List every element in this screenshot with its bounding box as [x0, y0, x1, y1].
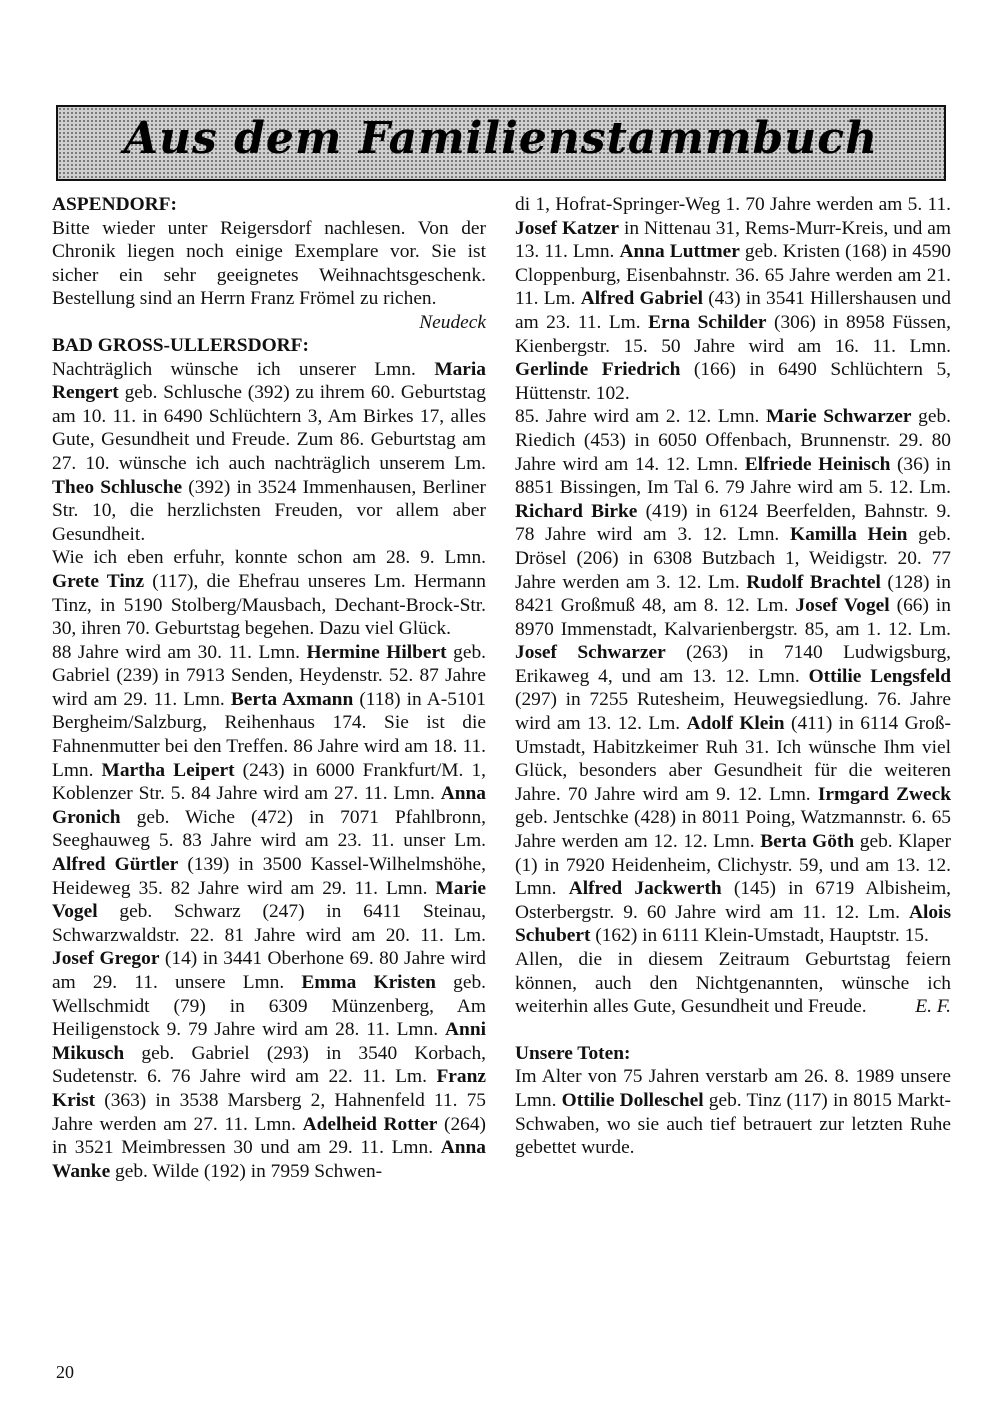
section-heading-unsere-toten: Unsere Toten: [515, 1042, 631, 1064]
spacer [515, 1019, 951, 1042]
text-span: geb. Drösel (206) in 6308 Butzbach 1, Weidigstr. 20. 77 Jahre werden am 3. 12. Lm. [515, 524, 951, 593]
text-span: geb. Gabriel (239) in 7913 Senden, Heydenstr. 52. 87 Jahre wird am 29. 11. Lmn. [52, 641, 486, 710]
text-span: (411) in 6114 Groß-Umstadt, Habitzkeimer Ruh 31. Ich wünsche Ihm viel Glück, besonders aber Gesundheit für die weiteren Jahre. 70 Jahre wird am 9. 12. Lmn. [515, 713, 951, 805]
right-column [515, 193, 951, 1160]
person-name: Franz Krist [52, 1066, 486, 1111]
person-name: Alfred Jackwerth [568, 878, 722, 900]
text-span: geb. Riedich (453) in 6050 Offenbach, Brunnenstr. 29. 80 Jahre wird am 14. 12. Lmn. [515, 406, 951, 475]
text-span: (363) in 3538 Marsberg 2, Hahnenfeld 11. 75 Jahre werden am 27. 11. Lmn. [52, 1089, 486, 1135]
person-name: Emma Kristen [301, 972, 436, 993]
text-span: 88 Jahre wird am 30. 11. Lmn. [52, 641, 307, 663]
text-span: (419) in 6124 Beerfelden, Bahnstr. 9. 78 Jahre wird am 3. 12. Lmn. [515, 500, 951, 546]
person-name: Marie Schwarzer [766, 406, 912, 428]
text-span: Im Alter von 75 Jahren verstarb am 26. 8. 1989 unsere Lmn. [515, 1066, 951, 1111]
signature-ef: E. F. [915, 996, 951, 1018]
person-name: Anna Gronich [52, 783, 486, 828]
person-name: Berta Göth [760, 831, 855, 853]
person-name: Irmgard Zweck [817, 783, 952, 805]
text-span: (306) in 8958 Füssen, Kienbergstr. 15. 50 Jahre wird am 16. 11. Lmn. [515, 311, 951, 357]
text-span: geb. Gabriel (293) in 3540 Korbach, Sudetenstr. 6. 76 Jahre wird am 22. 11. Lm. [52, 1042, 486, 1088]
text-span: geb. Schlusche (392) zu ihrem 60. Geburtstag am 10. 11. in 6490 Schlüchtern 3, Am Birkes 17, alles Gute, Gesundheit und Freude. Zum 86. Geburtstag am 27. 10. wünsche ich auch nachträglich unserem Lm. [52, 382, 486, 474]
person-name: Grete Tinz [52, 570, 145, 592]
person-name: Erna Schilder [648, 311, 767, 333]
text-span: (263) in 7140 Ludwigsburg, Erikaweg 4, und am 13. 12. Lmn. [515, 642, 951, 687]
person-name: Anni Mikusch [52, 1019, 486, 1064]
aspendorf-body: Bitte wieder unter Reigersdorf nachlesen. Von der Chronik liegen noch einige Exemplare vor. Sie ist sicher ein sehr geeignetes Weihnachtsgeschenk. Bestellung sind an Herrn Franz Frömel zu richen. [52, 217, 486, 310]
aspendorf-text [52, 217, 486, 333]
title-banner [56, 105, 946, 181]
person-name: Adelheid Rotter [302, 1113, 438, 1135]
text-span: geb. Wilde (192) in 7959 Schwen- [110, 1160, 383, 1182]
text-span: di 1, Hofrat-Springer-Weg 1. 70 Jahre werden am 5. 11. [515, 194, 951, 215]
text-span: (14) in 3441 Oberhone 69. 80 Jahre wird am 29. 11. unsere Lmn. [52, 948, 486, 993]
person-name: Berta Axmann [230, 688, 354, 710]
text-span: (36) in 8851 Bissingen, Im Tal 6. 79 Jahre wird am 5. 12. Lm. [515, 453, 951, 499]
person-name: Ottilie Lengsfeld [808, 665, 952, 687]
person-name: Alfred Gabriel [580, 288, 703, 310]
text-span: (43) in 3541 Hillershausen und am 23. 11. Lm. [515, 288, 951, 333]
left-column [52, 193, 486, 1183]
text-span: 85. Jahre wird am 2. 12. Lmn. [515, 406, 766, 428]
text-span: geb. Kristen (168) in 4590 Cloppenburg, Eisenbahnstr. 36. 65 Jahre werden am 21. 11. Lm. [515, 241, 951, 310]
person-name: Theo Schlusche [52, 476, 183, 498]
person-name: Kamilla Hein [790, 524, 908, 546]
text-span: (166) in 6490 Schlüchtern 5, Hüttenstr. 102. [515, 359, 951, 404]
closing-text: Allen, die in diesem Zeitraum Geburtstag feiern können, auch den Nichtgenannten, wünsche ich weiterhin alles Gute, Gesundheit und Freude. [515, 949, 951, 1018]
text-span: (145) in 6719 Albisheim, Osterbergstr. 9. 60 Jahre wird am 11. 12. Lm. [515, 878, 951, 923]
person-name: Alois Schubert [515, 901, 951, 947]
person-name: Richard Birke [515, 500, 638, 522]
person-name: Ottilie Dolleschel [561, 1089, 704, 1111]
text-span: (139) in 3500 Kassel-Wilhelmshöhe, Heideweg 35. 82 Jahre wird am 29. 11. Lmn. [52, 854, 486, 899]
person-name: Maria Rengert [52, 358, 486, 404]
page-number: 20 [56, 1362, 74, 1382]
text-span: geb. Schwarz (247) in 6411 Steinau, Schwarzwaldstr. 22. 81 Jahre wird am 20. 11. Lm. [52, 901, 486, 946]
text-span: geb. Wiche (472) in 7071 Pfahlbronn, Seeghauweg 5. 83 Jahre wird am 23. 11. unser Lm. [52, 806, 486, 852]
text-span: Wie ich eben erfuhr, konnte schon am 28. 9. Lmn. [52, 547, 486, 569]
text-span: (392) in 3524 Immenhausen, Berliner Str. 10, die herzlichsten Freuden, vor allem aber Gesundheit. [52, 476, 486, 545]
signature-neudeck: Neudeck [419, 311, 486, 333]
text-span: geb. Jentschke (428) in 8011 Poing, Watzmannstr. 6. 65 Jahre werden am 12. 12. Lmn. [515, 807, 951, 853]
text-span: in Nittenau 31, Rems-Murr-Kreis, und am 13. 11. Lmn. [515, 217, 951, 263]
person-name: Josef Vogel [795, 595, 890, 617]
person-name: Adolf Klein [686, 713, 785, 735]
person-name: Anna Wanke [52, 1137, 486, 1182]
right-paragraph-3 [515, 948, 951, 1019]
text-span: geb. Klaper (1) in 7920 Heidenheim, Clichystr. 59, und am 13. 12. Lmn. [515, 831, 952, 900]
text-span: (128) in 8421 Großmuß 48, am 8. 12. Lm. [515, 571, 951, 617]
person-name: Marie Vogel [52, 877, 486, 923]
person-name: Martha Leipert [101, 759, 235, 781]
person-name: Josef Schwarzer [515, 642, 666, 664]
person-name: Anna Luttmer [619, 241, 740, 263]
person-name: Hermine Hilbert [306, 641, 447, 663]
text-span: (243) in 6000 Frankfurt/M. 1, Koblenzer Str. 5. 84 Jahre wird am 27. 11. Lmn. [52, 759, 486, 805]
text-span: (162) in 6111 Klein-Umstadt, Hauptstr. 15. [590, 925, 929, 947]
person-name: Gerlinde Friedrich [515, 359, 681, 381]
person-name: Josef Gregor [52, 948, 160, 970]
text-span: geb. Wellschmidt (79) in 6309 Münzenberg, Am Heiligenstock 9. 79 Jahre wird am 28. 11. Lmn. [52, 972, 486, 1041]
person-name: Alfred Gürtler [52, 854, 179, 876]
toten-paragraph [515, 1065, 951, 1159]
ullersdorf-paragraph-2 [52, 546, 486, 640]
right-paragraph-2 [515, 405, 951, 948]
right-paragraph-1 [515, 193, 951, 405]
text-span: (264) in 3521 Meimbressen 30 und am 29. 11. Lmn. [52, 1113, 486, 1159]
banner-title: Aus dem Familienstammbuch [123, 113, 879, 164]
person-name: Josef Katzer [515, 217, 620, 239]
text-span: Nachträglich wünsche ich unserer Lmn. [52, 358, 435, 380]
section-heading-bad-gross-ullersdorf: BAD GROSS-ULLERSDORF: [52, 334, 309, 356]
text-span: (117), die Ehefrau unseres Lm. Hermann Tinz, in 5190 Stolberg/Mausbach, Dechant-Brock-Str. 30, ihren 70. Geburtstag begehen. Dazu viel Glück. [52, 570, 486, 640]
text-span: (66) in 8970 Immenstadt, Kalvarienbergstr. 85, am 1. 12. Lm. [515, 595, 951, 640]
ullersdorf-paragraph-3 [52, 641, 486, 1184]
text-span: geb. Tinz (117) in 8015 Markt-Schwaben, wo sie auch tief betrauert zur letzten Ruhe gebettet wurde. [515, 1089, 951, 1159]
person-name: Rudolf Brachtel [746, 571, 881, 593]
person-name: Elfriede Heinisch [744, 453, 891, 475]
ullersdorf-paragraph-1 [52, 358, 486, 547]
text-span: (118) in A-5101 Bergheim/Salzburg, Reihenhaus 174. Sie ist die Fahnenmutter bei den Treffen. 86 Jahre wird am 18. 11. Lmn. [52, 688, 486, 781]
section-heading-aspendorf: ASPENDORF: [52, 194, 177, 215]
text-span: (297) in 7255 Rutesheim, Heuwegsiedlung. 76. Jahre wird am 13. 12. Lm. [515, 689, 951, 735]
